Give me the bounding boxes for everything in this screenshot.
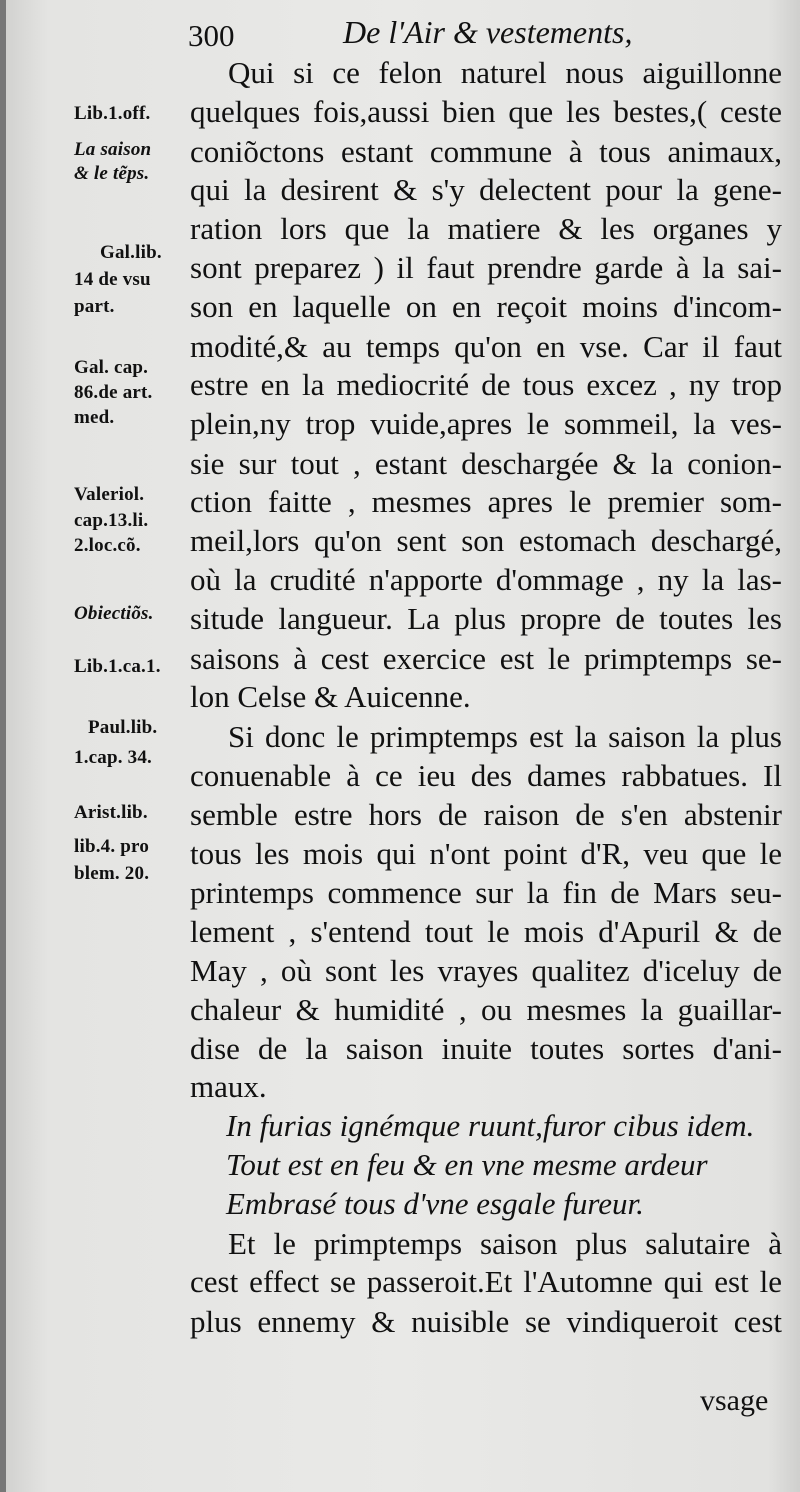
marginal-note: 1.cap. 34. [74, 747, 152, 768]
text-line: maux. [190, 1069, 267, 1104]
marginal-note: blem. 20. [74, 863, 150, 884]
text-line: modité,& au temps qu'on en vse. Car il faut [190, 329, 782, 364]
text-line: cest effect se passeroit.Et l'Automne qui est le [190, 1264, 782, 1299]
text-line: chaleur & humidité , ou mesmes la guaillar- [190, 992, 782, 1027]
text-line: Si donc le primptemps est la saison la plus [228, 719, 782, 754]
verse-line: Tout est en feu & en vne mesme ardeur [226, 1147, 708, 1182]
text-line: plein,ny trop vuide,apres le sommeil, la ves- [190, 406, 782, 441]
page-gutter-shadow [0, 0, 6, 1492]
text-line: meil,lors qu'on sent son estomach deschargé, [190, 523, 782, 558]
marginal-note: 14 de vsu [74, 269, 151, 290]
marginal-note: 86.de art. [74, 382, 153, 403]
text-line: May , où sont les vrayes qualitez d'iceluy de [190, 953, 782, 988]
marginal-note: Lib.1.ca.1. [74, 656, 161, 677]
marginal-note: & le tẽps. [74, 163, 150, 184]
text-line: lon Celse & Auicenne. [190, 679, 471, 714]
text-line: ction faitte , mesmes apres le premier som- [190, 484, 782, 519]
text-line: plus ennemy & nuisible se vindiqueroit cest [190, 1304, 782, 1339]
marginal-note: lib.4. pro [74, 836, 150, 857]
marginal-note: cap.13.li. [74, 510, 149, 531]
text-line: tous les mois qui n'ont point d'R, veu que le [190, 836, 782, 871]
running-head-title: De l'Air & vestements, [343, 14, 633, 50]
text-line: sont preparez ) il faut prendre garde à la sai- [190, 250, 782, 285]
running-head [188, 14, 788, 54]
text-line: conuenable à ce ieu des dames rabbatues. Il [190, 758, 782, 793]
marginal-note: part. [74, 296, 115, 317]
catchword: vsage [700, 1384, 769, 1417]
marginal-note: Lib.1.off. [74, 103, 151, 124]
marginal-note: Gal. cap. [74, 357, 149, 378]
marginal-note: La saison [74, 139, 152, 160]
text-line: Qui si ce felon naturel nous aiguillonne [228, 55, 782, 90]
text-line: situde langueur. La plus propre de toutes les [190, 601, 782, 636]
text-line: coniõctons estant commune à tous animaux, [190, 134, 782, 169]
text-line: saisons à cest exercice est le primptemps se- [190, 641, 782, 676]
text-line: dise de la saison inuite toutes sortes d'ani- [190, 1031, 782, 1066]
text-line: où la crudité n'apporte d'ommage , ny la las- [190, 562, 782, 597]
marginal-note: Arist.lib. [74, 802, 148, 823]
text-line: semble estre hors de raison de s'en abstenir [190, 797, 782, 832]
verse-line: In furias ignémque ruunt,furor cibus idem. [226, 1108, 755, 1143]
verse-line: Embrasé tous d'vne esgale fureur. [226, 1186, 644, 1221]
text-line: printemps commence sur la fin de Mars seu- [190, 875, 782, 910]
text-line: qui la desirent & s'y delectent pour la gene- [190, 172, 782, 207]
text-line: Et le primptemps saison plus salutaire à [228, 1226, 782, 1261]
marginal-note: med. [74, 407, 115, 428]
page-number: 300 [188, 18, 235, 53]
marginal-note: Obiectiõs. [74, 603, 154, 624]
marginal-note: Valeriol. [74, 484, 145, 505]
marginal-note: Gal.lib. [100, 242, 162, 263]
text-line: estre en la mediocrité de tous excez , ny trop [190, 367, 782, 402]
text-line: son en laquelle on en reçoit moins d'incom- [190, 289, 782, 324]
text-line: quelques fois,aussi bien que les bestes,( ceste [190, 94, 782, 129]
text-line: sie sur tout , estant deschargée & la conion- [190, 446, 782, 481]
text-line: lement , s'entend tout le mois d'Apuril & de [190, 914, 782, 949]
marginal-note: Paul.lib. [88, 717, 158, 738]
marginal-note: 2.loc.cõ. [74, 535, 141, 556]
text-line: ration lors que la matiere & les organes y [190, 211, 782, 246]
